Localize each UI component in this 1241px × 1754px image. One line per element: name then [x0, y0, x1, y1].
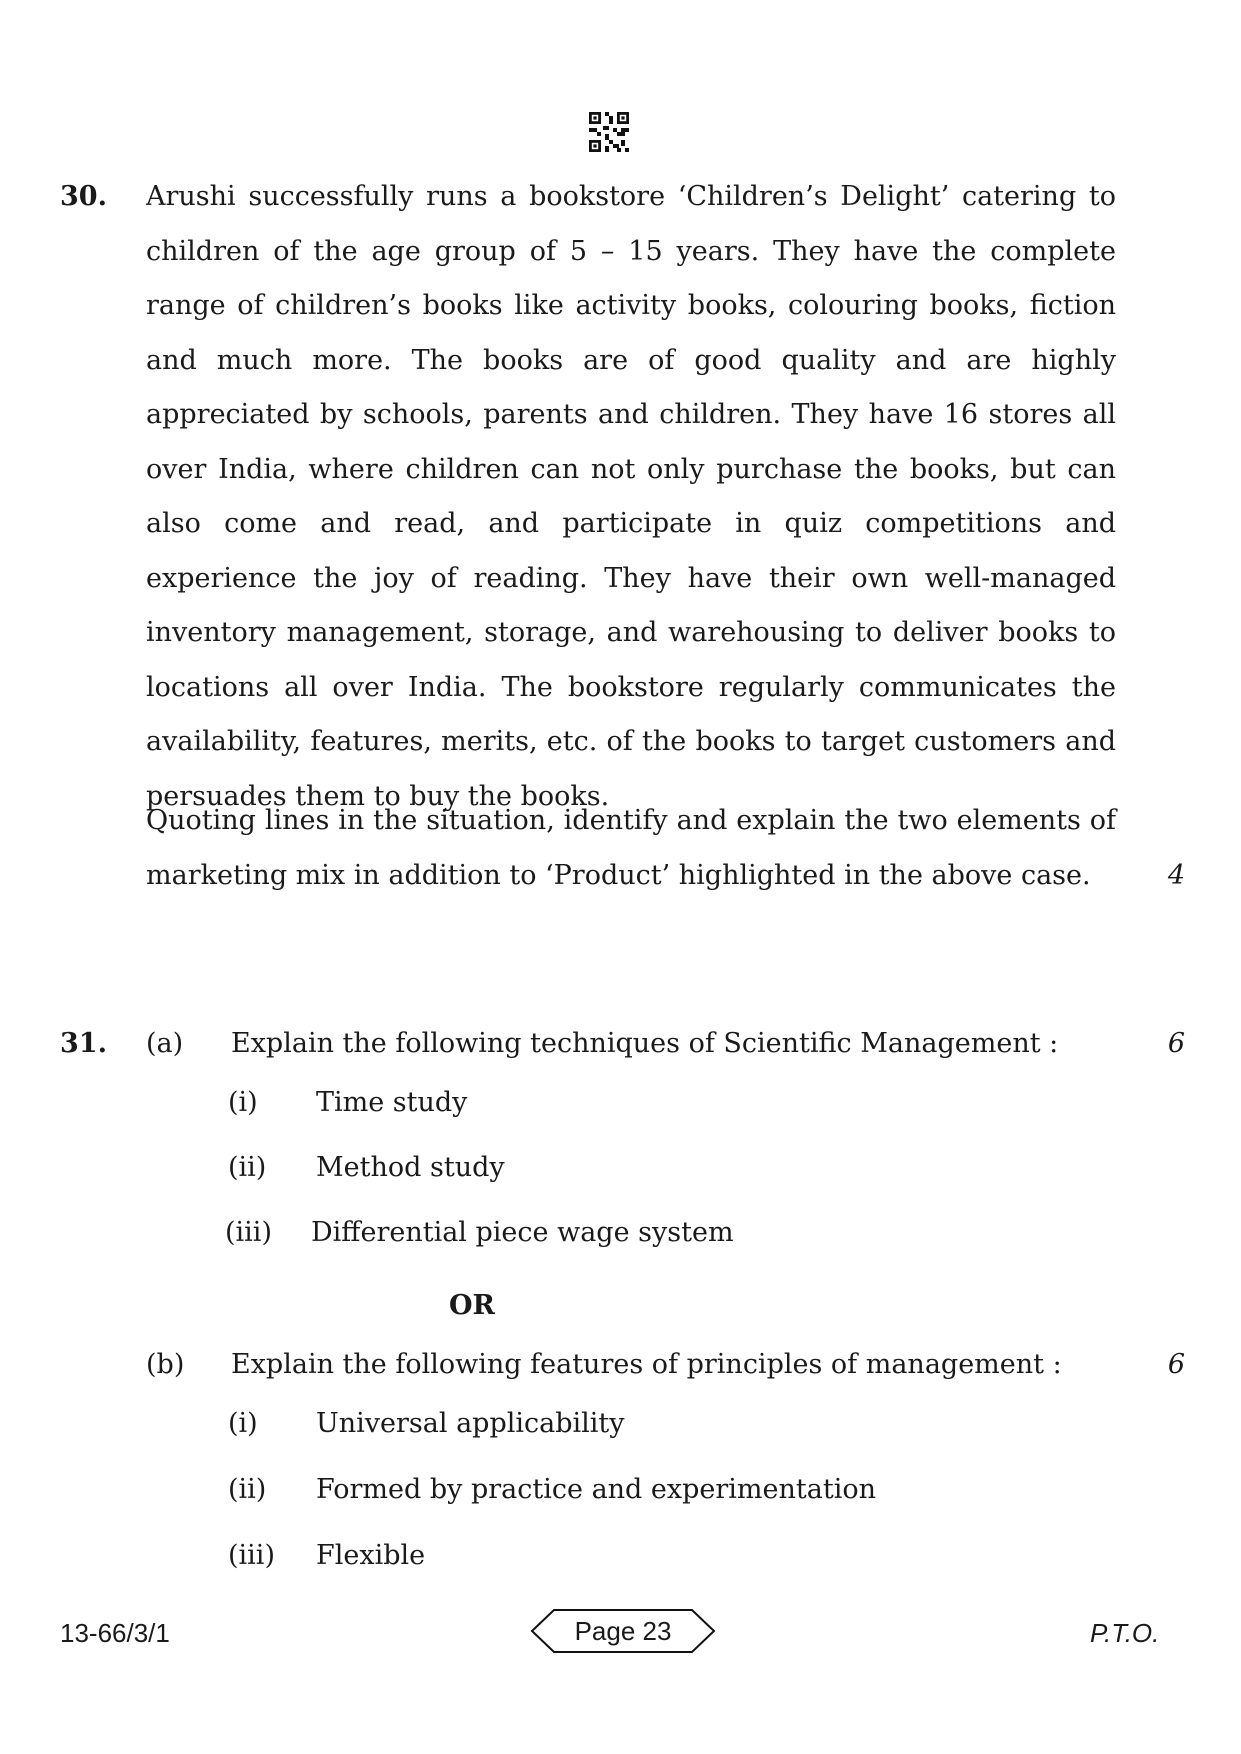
paper-code: 13-66/3/1 [60, 1618, 170, 1648]
part-b-text: Explain the following features of principles of management : [231, 1349, 1062, 1380]
part-a-label: (a) [146, 1028, 184, 1059]
question-number-30: 30. [60, 181, 107, 212]
question-number-31: 31. [60, 1028, 107, 1059]
marks-q31a: 6 [1167, 1028, 1185, 1059]
marks-q31b: 6 [1167, 1349, 1185, 1380]
part-b-label: (b) [146, 1349, 185, 1380]
page-number: Page 23 [574, 1616, 672, 1646]
part-a-item-3-text: Differential piece wage system [311, 1217, 734, 1248]
qr-code-icon [589, 112, 629, 152]
or-separator: OR [449, 1290, 495, 1321]
pto-label: P.T.O. [1090, 1618, 1160, 1648]
part-b-item-2-text: Formed by practice and experimentation [316, 1474, 876, 1505]
part-a-item-3-roman: (iii) [225, 1217, 272, 1248]
part-a-item-2-roman: (ii) [228, 1152, 267, 1183]
part-b-item-2-roman: (ii) [228, 1474, 267, 1505]
part-b-item-3-roman: (iii) [228, 1540, 275, 1571]
part-a-item-1-roman: (i) [228, 1087, 258, 1118]
part-b-item-3-text: Flexible [316, 1540, 426, 1571]
part-a-item-1-text: Time study [316, 1087, 468, 1118]
part-b-item-1-roman: (i) [228, 1408, 258, 1439]
part-b-item-1-text: Universal applicability [316, 1408, 625, 1439]
marks-q30: 4 [1167, 860, 1185, 891]
part-a-text: Explain the following techniques of Scientific Management : [231, 1028, 1059, 1059]
question-text-30: Quoting lines in the situation, identify and explain the two elements of marketing mix in addition to ‘Product’ highlighted in the above case. [146, 805, 1116, 891]
part-a-item-2-text: Method study [316, 1152, 505, 1183]
case-paragraph: Arushi successfully runs a bookstore ‘Children’s Delight’ catering to children of the age group of 5 – 15 years. They have the complete range of children’s books like activity books, colouring books, fiction and much more. The books are of good quality and are highly appreciated by schools, parents and children. They have 16 stores all over India, where children can not only purchase the books, but can also come and read, and participate in quiz competitions and experience the joy of reading. They have their own well-managed inventory management, storage, and warehousing to deliver books to locations all over India. The bookstore regularly communicates the availability, features, merits, etc. of the books to target customers and persuades them to buy the books. [146, 181, 1116, 812]
page-number-badge [530, 1608, 716, 1654]
